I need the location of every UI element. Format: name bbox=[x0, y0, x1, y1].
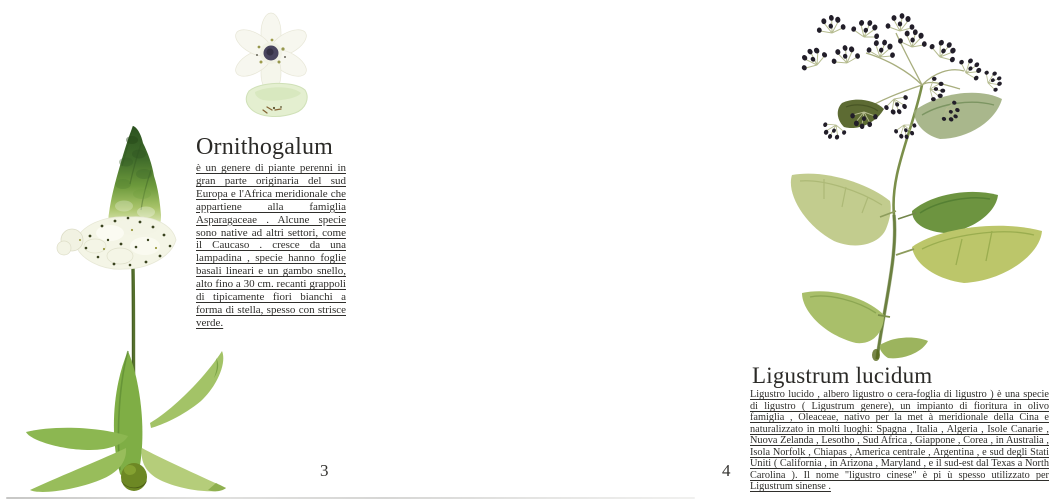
page-number-right: 4 bbox=[722, 461, 731, 480]
body-text-ligustrum: Ligustro lucido , albero ligustro o cera-foglia di ligustro ) è una specie di ligustro ( Ligustrum genere), un impianto di fioritura in olivo famiglia , Oleaceae, nativo per la met à meridionale della Cina e naturalizzato in molti luoghi: Spagna , Italia , Algeria , Isole Canarie , Nuova Zelanda , Lesotho , Sud Africa , Giappone , Corea , in Australia , Isola Norfolk , Chiapas , America centrale , Argentina , e sud degli Stati Uniti ( California , in Arizona , Maryland , e il sud-est dal Texas a North Carolina ). Il nome "ligustro cinese" è pi ù spesso utilizzato per Ligustrum sinense . bbox=[750, 389, 1049, 493]
page-number-left: 3 bbox=[320, 461, 329, 480]
page-title-ornithogalum: Ornithogalum bbox=[196, 134, 334, 161]
body-text-ornithogalum: è un genere di piante perenni in gran parte originaria del sud Europa e l'Africa meridionale che appartiene alla famiglia Asparagaceae . Alcune specie sono native ad altri settori, come il Caucaso . cresce da una lampadina , specie hanno foglie basali lineari e un gambo snello, alto fino a 30 cm. recanti grappoli di tipicamente fiori bianchi a forma di stella, spesso con strisce verde. bbox=[196, 162, 346, 329]
right-page bbox=[352, 0, 1049, 500]
page-bottom-edge-shadow bbox=[6, 497, 695, 499]
ligustrum-branch-illustration bbox=[772, 15, 1052, 360]
left-page bbox=[0, 0, 352, 500]
page-title-ligustrum: Ligustrum lucidum bbox=[752, 363, 933, 389]
ornithogalum-flower-and-bulb-illustration bbox=[215, 5, 325, 120]
